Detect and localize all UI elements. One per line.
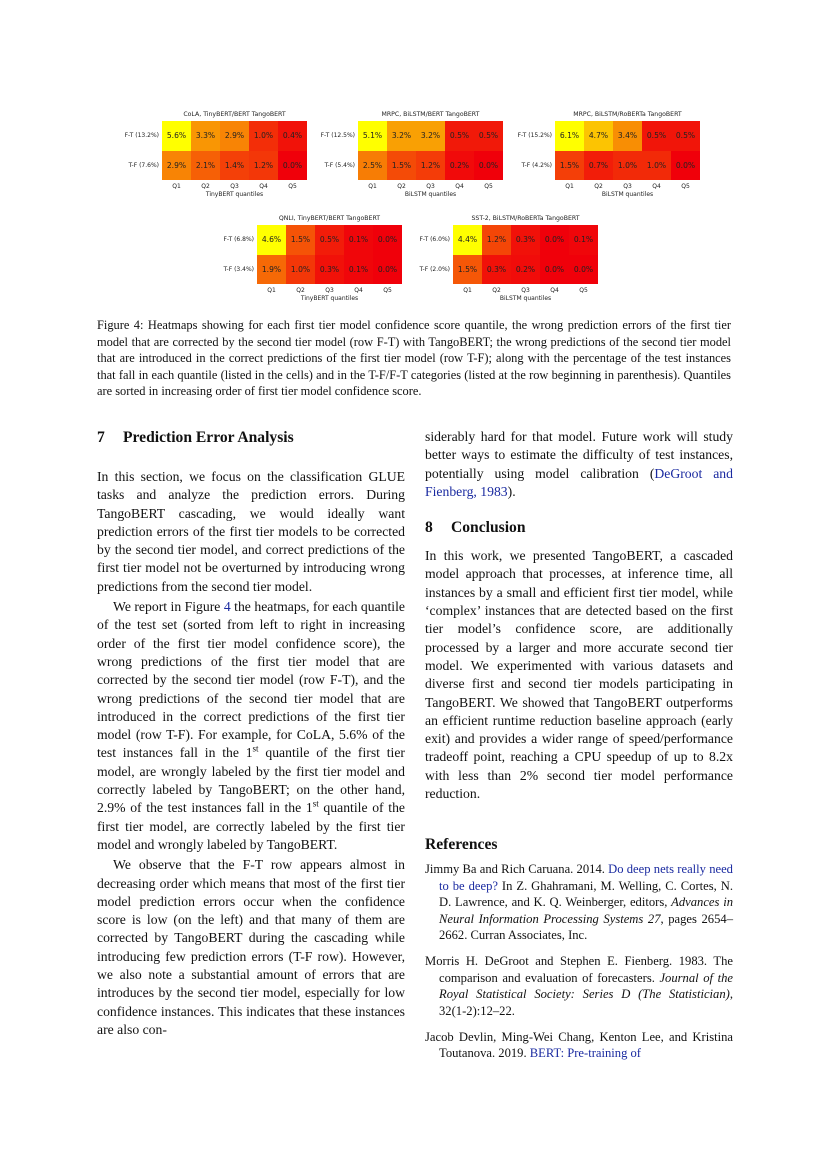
heatmap-cell: 0.0%	[474, 151, 503, 181]
heatmap-cell: 2.1%	[191, 151, 220, 181]
section-8-heading: 8 Conclusion	[425, 519, 526, 537]
figure-caption: Figure 4: Heatmaps showing for each first tier model confidence score quantile, the wrong prediction errors of the first tier model that are corrected by the second tier model (row F-T) with TangoBERT; the wrong predictions of the second tier model that are introduced in the correct predictions of the first tier model (row T-F); along with the percentage of the test instances that fall in each quantile (listed in the cells) and in the T-F/F-T categories (listed at the row beginning in parenthesis). Quantiles are sorted in increasing order of first tier model confidence score.	[97, 318, 731, 399]
heatmap-x-tick: Q1	[565, 183, 574, 190]
heatmap-cell: 1.5%	[387, 151, 416, 181]
heatmap-cell: 1.2%	[482, 225, 511, 255]
heatmap-cell: 5.1%	[358, 121, 387, 151]
heatmap-cell: 6.1%	[555, 121, 584, 151]
heatmap-x-tick: Q4	[354, 287, 363, 294]
heatmap-cell: 0.1%	[344, 225, 373, 255]
heatmap-grid	[555, 121, 700, 180]
heatmap	[517, 111, 700, 201]
reference-list	[425, 861, 733, 1061]
heatmap-x-tick: Q4	[550, 287, 559, 294]
heatmap-row-label: T-F (2.0%)	[419, 265, 450, 273]
figure-link[interactable]: 4	[223, 599, 231, 615]
heatmap-cell: 0.5%	[642, 121, 671, 151]
heatmap-cell: 3.4%	[613, 121, 642, 151]
heatmap-row-label: T-F (3.4%)	[223, 265, 254, 273]
heatmap-cell: 0.0%	[671, 151, 700, 181]
heatmap-x-tick: Q1	[368, 183, 377, 190]
heatmap-cell: 0.2%	[511, 255, 540, 285]
section-7-heading: 7 Prediction Error Analysis	[97, 429, 294, 446]
heatmap-x-tick: Q2	[594, 183, 603, 190]
heatmap-title: MRPC, BiLSTM/BERT TangoBERT	[381, 111, 480, 118]
heatmap-x-tick: Q5	[288, 183, 297, 190]
heatmap-cell: 3.2%	[387, 121, 416, 151]
heatmap-cell: 2.5%	[358, 151, 387, 181]
heatmap-cell: 0.5%	[474, 121, 503, 151]
heatmap-cell: 3.2%	[416, 121, 445, 151]
heatmap-cell: 0.5%	[445, 121, 474, 151]
heatmap-x-tick: Q2	[397, 183, 406, 190]
heatmap-cell: 1.5%	[286, 225, 315, 255]
heatmap-x-tick: Q2	[296, 287, 305, 294]
heatmap-x-tick: Q3	[623, 183, 632, 190]
heatmap-cell: 0.3%	[482, 255, 511, 285]
heatmap-cell: 1.0%	[642, 151, 671, 181]
heatmap-cell: 0.3%	[511, 225, 540, 255]
heatmap-cell: 2.9%	[220, 121, 249, 151]
heatmap-cell: 3.3%	[191, 121, 220, 151]
heatmap-x-tick: Q1	[267, 287, 276, 294]
heatmap-cell: 0.1%	[569, 225, 598, 255]
heatmap-x-tick: Q3	[426, 183, 435, 190]
heatmap-cell: 0.5%	[671, 121, 700, 151]
paragraph-continued: siderably hard for that model. Future work will study better ways to estimate the difficulty of test instances, potentially using model calibration (DeGroot and Fienberg, 1983).	[425, 429, 733, 499]
heatmap-title: MRPC, BiLSTM/RoBERTa TangoBERT	[573, 111, 682, 118]
heatmap-row-label: F-T (15.2%)	[517, 132, 552, 139]
right-column	[425, 428, 733, 1072]
heatmap-x-tick: Q3	[521, 287, 530, 294]
heatmap-cell: 1.2%	[249, 151, 278, 181]
heatmap-x-tick: Q1	[172, 183, 181, 190]
heatmap-cell: 1.4%	[220, 151, 249, 181]
heatmap-cell: 1.5%	[453, 255, 482, 285]
heatmap-cell: 1.2%	[416, 151, 445, 181]
heatmap	[124, 111, 307, 201]
heatmap-row-label: F-T (6.0%)	[419, 236, 450, 243]
heatmap-x-tick: Q5	[484, 183, 493, 190]
heatmap-x-tick: Q4	[455, 183, 464, 190]
heatmap-cell: 1.0%	[249, 121, 278, 151]
heatmap-cell: 5.6%	[162, 121, 191, 151]
heatmap-x-tick: Q5	[579, 287, 588, 294]
heatmap-row-label: T-F (5.4%)	[324, 161, 355, 169]
heatmap-x-tick: Q3	[230, 183, 239, 190]
heatmap-row-label: F-T (12.5%)	[320, 132, 355, 139]
heatmap-cell: 0.4%	[278, 121, 307, 151]
paragraph: In this work, we presented TangoBERT, a cascaded model approach that processes, at inference time, all instances by a small and efficient first tier model, while ‘complex’ instances that are detected based on the first tier model’s confidence score, are additionally processed by a larger and more accurate second tier model. We experimented with various datasets and diverse first and second tier models participating in TangoBERT. We showed that TangoBERT outperforms an efficient runtime reduction baseline approach (early exit) and provides a wider range of speed/performance tradeoff point, reaching a CPU speedup of up to 8.2x with less than 2% second tier model performance reduction.	[425, 548, 733, 802]
heatmap-x-tick: Q4	[652, 183, 661, 190]
reference-link[interactable]: Do deep nets really need to be deep?	[439, 862, 733, 893]
heatmap-x-tick: Q4	[259, 183, 268, 190]
heatmap-x-label: BiLSTM quantiles	[601, 191, 654, 198]
heatmap-row-label: F-T (13.2%)	[124, 132, 159, 139]
heatmap	[223, 215, 402, 305]
heatmap-x-label: BiLSTM quantiles	[499, 295, 552, 302]
heatmap-cell: 0.0%	[373, 225, 402, 255]
heatmap-grid	[358, 121, 503, 180]
heatmap-x-tick: Q2	[201, 183, 210, 190]
heatmap-cell: 4.6%	[257, 225, 286, 255]
heatmap	[320, 111, 503, 201]
heatmap-cell: 1.0%	[286, 255, 315, 285]
citation-link[interactable]: DeGroot and Fienberg, 1983	[425, 465, 733, 499]
heatmap-cell: 0.3%	[315, 255, 344, 285]
heatmap-title: SST-2, BiLSTM/RoBERTa TangoBERT	[471, 215, 580, 222]
paragraph: We report in Figure 4 the heatmaps, for each quantile of the test set (sorted from left to right in increasing order of the first tier model confidence score), the wrong predictions of the first tier model that are corrected by the second tier model (row F-T), and the wrong predictions of the second tier model that are introduced in the correct predictions of the first tier model (row T-F). For example, for CoLA, 5.6% of the test instances fall in the 1st quantile of the first tier model, are wrongly labeled by the first tier model and correctly labeled by TangoBERT; on the other hand, 2.9% of the test instances fall in the 1st quantile of the first tier model, are correctly labeled by the first tier model and wrongly labeled by TangoBERT.	[97, 599, 406, 852]
heatmap-grid	[453, 225, 598, 284]
heatmap-cell: 0.7%	[584, 151, 613, 181]
heatmap-x-label: BiLSTM quantiles	[404, 191, 457, 198]
heatmap-cell: 0.2%	[445, 151, 474, 181]
heatmap-cell: 0.5%	[315, 225, 344, 255]
heatmap-x-tick: Q3	[325, 287, 334, 294]
heatmap-cell: 0.1%	[344, 255, 373, 285]
heatmap-cell: 1.9%	[257, 255, 286, 285]
heatmap-cell: 0.0%	[540, 255, 569, 285]
heatmap-x-tick: Q5	[383, 287, 392, 294]
paragraph: In this section, we focus on the classification GLUE tasks and analyze the prediction errors. During TangoBERT cascading, we would ideally want prediction errors of the first tier models to be corrected by the second tier model, and correct predictions of the first tier model not be overturned by introducing wrong predictions from the second tier model.	[97, 469, 405, 594]
heatmap-cell: 0.0%	[278, 151, 307, 181]
heatmap-cell: 0.0%	[569, 255, 598, 285]
heatmap-title: QNLI, TinyBERT/BERT TangoBERT	[278, 215, 381, 222]
heatmap-x-label: TinyBERT quantiles	[300, 295, 359, 302]
heatmap-title: CoLA, TinyBERT/BERT TangoBERT	[183, 111, 286, 118]
reference-item: Morris H. DeGroot and Stephen E. Fienberg. 1983. The comparison and evaluation of forecasters. Journal of the Royal Statistical Society: Series D (The Statistician), 32(1-2):12–22.	[425, 954, 733, 1018]
references-heading: References	[425, 836, 498, 854]
heatmap-row-label: T-F (7.6%)	[128, 161, 159, 169]
heatmap-grid	[257, 225, 402, 284]
heatmap-cell: 0.0%	[373, 255, 402, 285]
heatmap-cell: 4.4%	[453, 225, 482, 255]
heatmap-cell: 4.7%	[584, 121, 613, 151]
heatmap-cell: 1.0%	[613, 151, 642, 181]
heatmap-x-tick: Q2	[492, 287, 501, 294]
heatmap-x-label: TinyBERT quantiles	[205, 191, 264, 198]
paragraph: We observe that the F-T row appears almost in decreasing order which means that most of the first tier model prediction errors occur when the confidence score is low (on the left) and that many of them are corrected by TangoBERT during the cascading while introducing few prediction errors (T-F row). However, we also note a substantial amount of errors that are introduces by the second tier model, especially for low confidence instances. This indicates that these instances are also con-	[97, 857, 405, 1037]
left-column	[97, 428, 405, 1039]
heatmap-x-tick: Q1	[463, 287, 472, 294]
heatmap-cell: 1.5%	[555, 151, 584, 181]
reference-item: Jacob Devlin, Ming-Wei Chang, Kenton Lee, and Kristina Toutanova. 2019. BERT: Pre-training of	[425, 1030, 733, 1061]
heatmap-row-label: F-T (6.8%)	[223, 236, 254, 243]
heatmap-row-label: T-F (4.2%)	[521, 161, 552, 169]
reference-link[interactable]: BERT: Pre-training of	[529, 1046, 642, 1061]
heatmap-cell: 0.0%	[540, 225, 569, 255]
heatmap	[419, 215, 598, 305]
heatmap-grid	[162, 121, 307, 180]
reference-item: Jimmy Ba and Rich Caruana. 2014. Do deep nets really need to be deep? In Z. Ghahramani, M. Welling, C. Cortes, N. D. Lawrence, and K. Q. Weinberger, editors, Advances in Neural Information Processing Systems 27, pages 2654–2662. Curran Associates, Inc.	[425, 862, 734, 942]
heatmap-x-tick: Q5	[681, 183, 690, 190]
heatmap-cell: 2.9%	[162, 151, 191, 181]
